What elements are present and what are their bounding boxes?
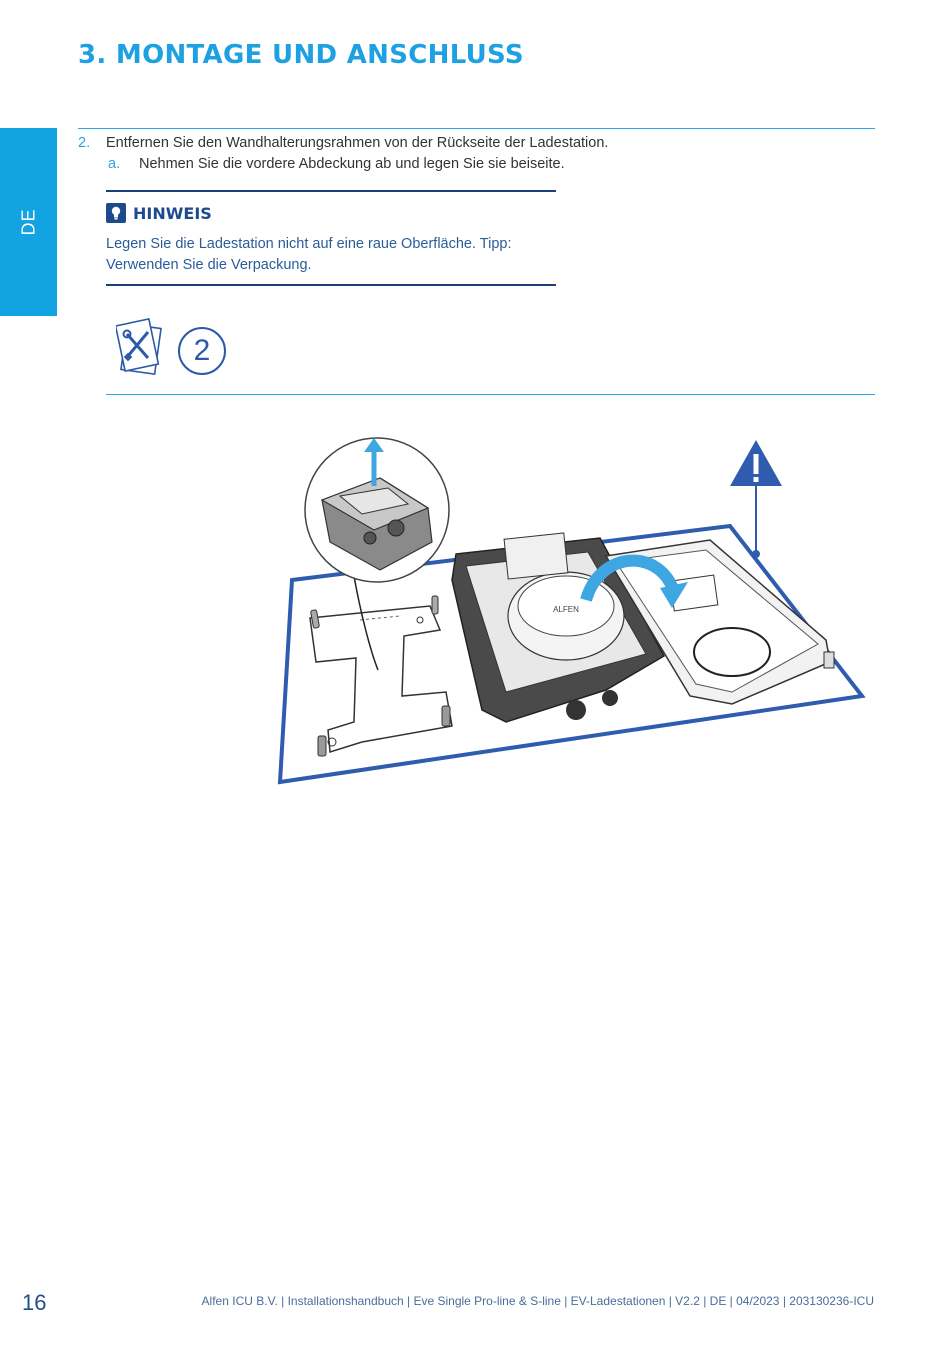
substep-a xyxy=(108,156,565,172)
step-number: 2. xyxy=(78,135,91,151)
alfen-logo: ALFEN xyxy=(553,605,579,614)
lightbulb-icon xyxy=(106,203,126,223)
page-title: 3. MONTAGE UND ANSCHLUSS xyxy=(78,40,524,70)
note-text xyxy=(106,234,546,276)
tools-icon xyxy=(116,318,162,380)
charging-station-illustration xyxy=(270,430,870,794)
note-line-2: Verwenden Sie die Verpackung. xyxy=(106,257,312,273)
language-label: DE xyxy=(18,208,38,236)
note-line-1: Legen Sie die Ladestation nicht auf eine raue Oberfläche. Tipp: xyxy=(106,236,512,252)
step-2 xyxy=(78,135,608,151)
footer-text: Alfen ICU B.V. | Installationshandbuch | Eve Single Pro-line & S-line | EV-Ladestationen | V2.2 | DE | 04/2023 | 203130236-ICU xyxy=(201,1294,874,1308)
note-header xyxy=(106,203,212,223)
section-divider xyxy=(106,394,875,395)
note-top-line xyxy=(106,190,556,192)
note-title: HINWEIS xyxy=(133,203,212,223)
substep-label: a. xyxy=(108,156,121,172)
detail-callout xyxy=(305,438,449,582)
substep-text: Nehmen Sie die vordere Abdeckung ab und legen Sie sie beiseite. xyxy=(139,156,565,172)
step-badge: 2 xyxy=(178,327,226,375)
top-divider xyxy=(78,128,875,129)
step-text: Entfernen Sie den Wandhalterungsrahmen von der Rückseite der Ladestation. xyxy=(106,135,609,151)
language-tab xyxy=(0,128,57,316)
note-bottom-line xyxy=(106,284,556,286)
page-number: 16 xyxy=(22,1290,47,1315)
